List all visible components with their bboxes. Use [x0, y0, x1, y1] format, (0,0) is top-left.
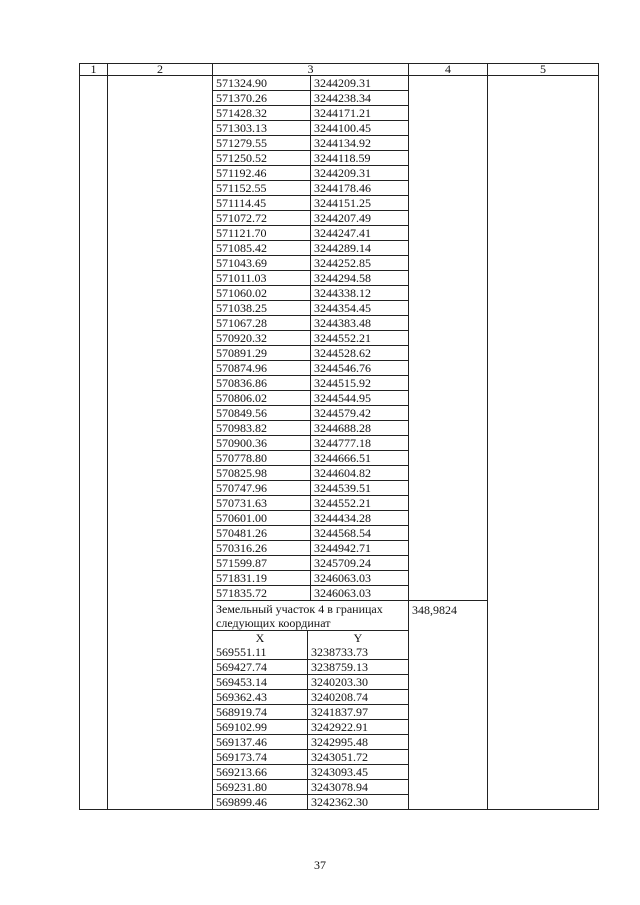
coord-y: 3244338.12 — [311, 286, 409, 301]
coord-x: 570836.86 — [213, 376, 311, 391]
coord-y: 3244515.92 — [311, 376, 409, 391]
coord-row — [213, 271, 408, 286]
coord-y: 3241837.97 — [308, 705, 409, 720]
coord-x: 569453.14 — [213, 675, 308, 690]
coord-y: 3244171.21 — [311, 106, 409, 121]
coord-row — [213, 705, 408, 720]
coord-y: 3244289.14 — [311, 241, 409, 256]
coord-row — [213, 645, 408, 660]
coord-y: 3244100.45 — [311, 121, 409, 136]
coord-row — [213, 121, 408, 136]
coord-row — [213, 391, 408, 406]
coord-x: 570874.96 — [213, 361, 311, 376]
coord-row — [213, 256, 408, 271]
header-col-5: 5 — [488, 64, 599, 76]
coord-y: 3240208.74 — [308, 690, 409, 705]
coord-y: 3244528.62 — [311, 346, 409, 361]
coord-x: 570731.63 — [213, 496, 311, 511]
coord-y: 3244579.42 — [311, 406, 409, 421]
coord-row — [213, 660, 408, 675]
coord-y: 3244546.76 — [311, 361, 409, 376]
coord-y: 3244942.71 — [311, 541, 409, 556]
coord-x: 571072.72 — [213, 211, 311, 226]
coord-y: 3244178.46 — [311, 181, 409, 196]
coord-row — [213, 331, 408, 346]
x-column-label: X — [213, 631, 308, 645]
coord-x: 569231.80 — [213, 780, 308, 795]
coord-x: 571192.46 — [213, 166, 311, 181]
coord-y: 3244238.34 — [311, 91, 409, 106]
coord-row — [213, 211, 408, 226]
coord-y: 3244539.51 — [311, 481, 409, 496]
coord-row — [213, 541, 408, 556]
coord-row — [213, 76, 408, 91]
coord-x: 571011.03 — [213, 271, 311, 286]
coord-y: 3244247.41 — [311, 226, 409, 241]
coord-row — [213, 481, 408, 496]
parcel-area: 348,9824 — [412, 603, 457, 617]
coord-y: 3244383.48 — [311, 316, 409, 331]
header-col-1: 1 — [80, 64, 108, 76]
coord-row — [213, 526, 408, 541]
coord-x: 570806.02 — [213, 391, 311, 406]
coord-y: 3242362.30 — [311, 795, 368, 809]
coord-y: 3246063.03 — [314, 586, 371, 600]
coord-x: 570891.29 — [213, 346, 311, 361]
coord-y: 3244207.49 — [311, 211, 409, 226]
coords-head-row — [213, 631, 408, 645]
coord-x: 569427.74 — [213, 660, 308, 675]
coord-x: 571152.55 — [213, 181, 311, 196]
coord-row — [213, 780, 408, 795]
coord-row — [213, 466, 408, 481]
coord-y: 3243078.94 — [308, 780, 409, 795]
coord-row — [213, 750, 408, 765]
coord-row — [213, 136, 408, 151]
coord-row — [213, 316, 408, 331]
coord-y: 3244552.21 — [311, 331, 409, 346]
coord-y: 3244209.31 — [311, 166, 409, 181]
coord-x: 571067.28 — [213, 316, 311, 331]
header-col-3: 3 — [213, 64, 409, 76]
coord-x: 571835.72 — [213, 586, 311, 601]
coord-y: 3243093.45 — [308, 765, 409, 780]
coord-y: 3244252.85 — [311, 256, 409, 271]
coord-x: 571279.55 — [213, 136, 311, 151]
area-cell-a — [409, 76, 488, 601]
coords-cell-a — [213, 76, 409, 601]
coord-y: 3244544.95 — [311, 391, 409, 406]
coord-row — [213, 376, 408, 391]
coord-x: 571038.25 — [213, 301, 311, 316]
coord-row — [213, 226, 408, 241]
coord-y: 3242995.48 — [308, 735, 409, 750]
coord-y: 3244134.92 — [311, 136, 409, 151]
coord-y: 3244294.58 — [311, 271, 409, 286]
coord-x: 570900.36 — [213, 436, 311, 451]
page-number: 37 — [314, 858, 326, 872]
coord-y: 3238733.73 — [308, 645, 409, 660]
coord-row — [213, 301, 408, 316]
coord-y: 3244118.59 — [311, 151, 409, 166]
coord-x: 571324.90 — [213, 76, 311, 91]
coord-x: 568919.74 — [213, 705, 308, 720]
coord-x: 571121.70 — [213, 226, 311, 241]
coord-x: 571831.19 — [213, 571, 311, 586]
coord-x: 570920.32 — [213, 331, 311, 346]
coord-x: 571060.02 — [213, 286, 311, 301]
coord-x: 570849.56 — [213, 406, 311, 421]
y-column-label: Y — [353, 631, 363, 645]
coord-row — [213, 436, 408, 451]
coord-x: 569102.99 — [213, 720, 308, 735]
coord-x: 569362.43 — [213, 690, 308, 705]
coord-y: 3244434.28 — [311, 511, 409, 526]
coord-x: 571303.13 — [213, 121, 311, 136]
header-col-4: 4 — [409, 64, 488, 76]
coord-row — [213, 361, 408, 376]
cell-col-2 — [108, 76, 213, 810]
coord-x: 569899.46 — [213, 795, 308, 810]
coord-y: 3240203.30 — [308, 675, 409, 690]
coord-row — [213, 735, 408, 750]
body-row-a — [80, 76, 599, 601]
coord-row — [213, 795, 408, 810]
coords-cell-b — [213, 601, 409, 810]
coord-row — [213, 166, 408, 181]
coord-row — [213, 496, 408, 511]
coord-y: 3246063.03 — [311, 571, 409, 586]
coord-row — [213, 765, 408, 780]
coord-y: 3245709.24 — [311, 556, 409, 571]
coord-row — [213, 196, 408, 211]
coord-x: 570601.00 — [213, 511, 311, 526]
coord-row — [213, 675, 408, 690]
coord-x: 571250.52 — [213, 151, 311, 166]
coordinates-table — [79, 63, 599, 810]
coord-y: 3244777.18 — [311, 436, 409, 451]
coord-x: 571599.87 — [213, 556, 311, 571]
coord-y: 3242922.91 — [308, 720, 409, 735]
coord-x: 571085.42 — [213, 241, 311, 256]
coord-x: 571428.32 — [213, 106, 311, 121]
parcel-title: Земельный участок 4 в границах следующих координат — [213, 601, 408, 631]
coord-x: 570983.82 — [213, 421, 311, 436]
coord-y: 3243051.72 — [308, 750, 409, 765]
coords-list-b — [213, 631, 408, 809]
coord-x: 569551.11 — [213, 645, 308, 660]
coord-row — [213, 556, 408, 571]
coord-row — [213, 91, 408, 106]
coord-y: 3238759.13 — [308, 660, 409, 675]
coord-row — [213, 451, 408, 466]
coord-x: 569213.66 — [213, 765, 308, 780]
coord-row — [213, 511, 408, 526]
coord-x: 570481.26 — [213, 526, 311, 541]
coord-row — [213, 181, 408, 196]
coord-x: 569137.46 — [213, 735, 308, 750]
header-col-2: 2 — [108, 64, 213, 76]
coord-x: 571114.45 — [213, 196, 311, 211]
coord-x: 570778.80 — [213, 451, 311, 466]
coord-x: 570747.96 — [213, 481, 311, 496]
coord-x: 571370.26 — [213, 91, 311, 106]
coord-row — [213, 690, 408, 705]
coord-row — [213, 571, 408, 586]
coord-x: 569173.74 — [213, 750, 308, 765]
area-cell-b — [409, 601, 488, 810]
coord-y: 3244552.21 — [311, 496, 409, 511]
coord-y: 3244666.51 — [311, 451, 409, 466]
coord-row — [213, 346, 408, 361]
coord-y: 3244151.25 — [311, 196, 409, 211]
coord-row — [213, 406, 408, 421]
coord-row — [213, 241, 408, 256]
coord-row — [213, 286, 408, 301]
coord-y: 3244209.31 — [311, 76, 409, 91]
cell-col-5 — [488, 76, 599, 810]
coord-x: 570825.98 — [213, 466, 311, 481]
coord-x: 571043.69 — [213, 256, 311, 271]
coords-list-a — [213, 76, 408, 600]
coord-row — [213, 586, 408, 601]
coord-y: 3244354.45 — [311, 301, 409, 316]
header-row — [80, 64, 599, 76]
coord-x: 570316.26 — [213, 541, 311, 556]
coord-y: 3244688.28 — [311, 421, 409, 436]
coord-row — [213, 151, 408, 166]
cell-col-1 — [80, 76, 108, 810]
coord-y: 3244568.54 — [311, 526, 409, 541]
coord-row — [213, 421, 408, 436]
coord-row — [213, 106, 408, 121]
coord-row — [213, 720, 408, 735]
coord-y: 3244604.82 — [311, 466, 409, 481]
